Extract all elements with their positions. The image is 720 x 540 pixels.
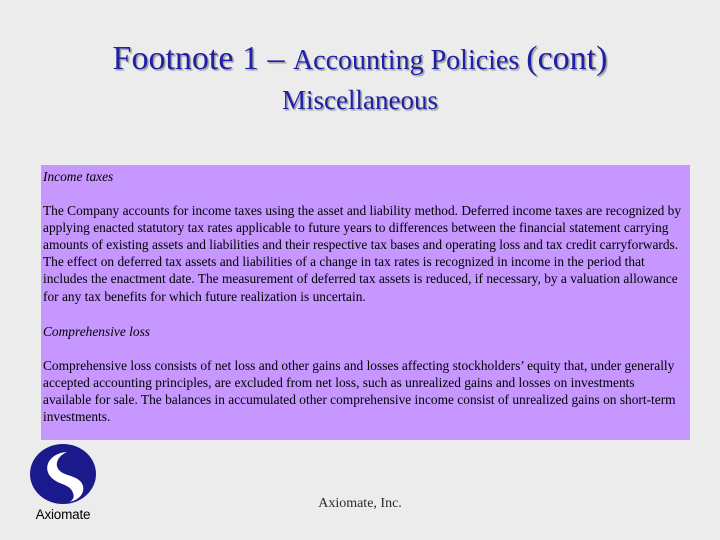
content-box: [41, 165, 690, 440]
slide-subtitle: Miscellaneous: [282, 85, 438, 115]
income-taxes-heading: Income taxes: [43, 169, 114, 184]
title-part-footnote: Footnote 1 –: [112, 40, 293, 77]
logo-label: Axiomate: [35, 507, 91, 522]
income-taxes-body: The Company accounts for income taxes using the asset and liability method. Deferred income taxes are recognized by applying enacted statutory tax rates applicable to future years to differences between the financial statement carrying amounts of existing assets and liabilities and their respective tax bases and operating loss and tax credit carryforwards. The effect on deferred tax assets and liabilities of a change in tax rates is recognized in income in the period that includes the enactment date. The measurement of deferred tax assets is reduced, if necessary, by a valuation allowance for any tax benefits for which future realization is uncertain.: [43, 203, 682, 304]
comprehensive-loss-heading: Comprehensive loss: [43, 323, 150, 339]
footer-company-name: Axiomate, Inc.: [318, 496, 402, 511]
comprehensive-loss-body: Comprehensive loss consists of net loss and other gains and losses affecting stockholders’ equity that, under generally accepted accounting principles, are excluded from net loss, such as unrealized gains and losses on investments available for sale. The balances in accumulated other comprehensive income consist of unrealized gains on short-term investments.: [43, 357, 676, 425]
title-part-accounting-policies: Accounting Policies: [292, 45, 527, 76]
title-part-cont: (cont): [526, 40, 608, 77]
slide-title: [0, 40, 720, 80]
